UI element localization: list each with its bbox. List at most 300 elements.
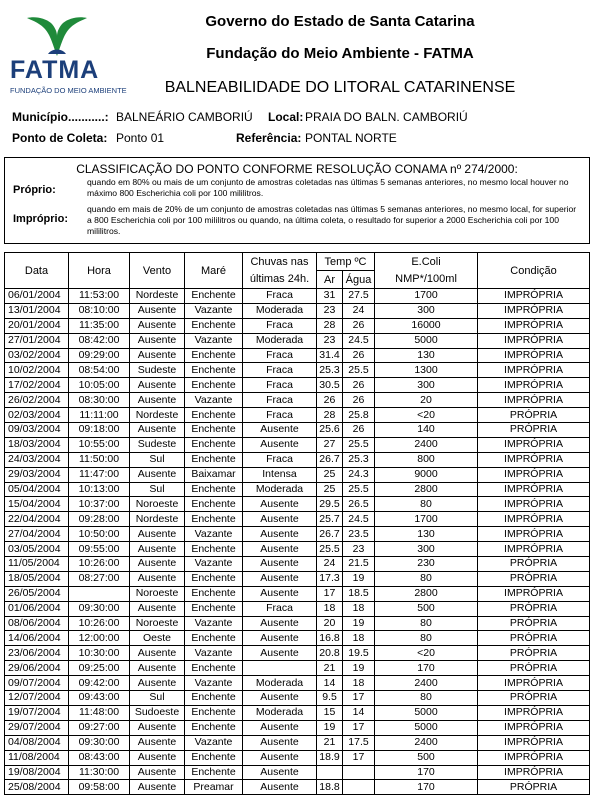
- wind-cell: Sudeste: [130, 363, 185, 378]
- table-row: [5, 646, 590, 661]
- time-cell: 11:11:00: [69, 408, 130, 423]
- air-temp-cell: 26.7: [317, 452, 343, 467]
- table-row: [5, 542, 590, 557]
- rain-cell: Fraca: [243, 289, 317, 304]
- table-row: [5, 378, 590, 393]
- water-temp-cell: 24: [343, 303, 375, 318]
- time-cell: 09:30:00: [69, 735, 130, 750]
- rain-cell: Ausente: [243, 631, 317, 646]
- table-row: [5, 393, 590, 408]
- air-temp-cell: 27: [317, 437, 343, 452]
- rain-cell: Ausente: [243, 616, 317, 631]
- tide-cell: Enchente: [185, 705, 243, 720]
- water-temp-cell: 25.5: [343, 482, 375, 497]
- wind-cell: Sul: [130, 691, 185, 706]
- water-temp-cell: 25.5: [343, 363, 375, 378]
- time-cell: 09:29:00: [69, 348, 130, 363]
- water-temp-cell: 26: [343, 378, 375, 393]
- date-cell: 18/03/2004: [5, 437, 69, 452]
- air-temp-cell: 24: [317, 557, 343, 572]
- date-cell: 18/05/2004: [5, 571, 69, 586]
- wind-cell: Ausente: [130, 467, 185, 482]
- wind-cell: Nordeste: [130, 512, 185, 527]
- rain-cell: Fraca: [243, 393, 317, 408]
- wind-cell: Sul: [130, 482, 185, 497]
- rain-cell: Ausente: [243, 497, 317, 512]
- date-cell: 01/06/2004: [5, 601, 69, 616]
- time-cell: 09:58:00: [69, 780, 130, 795]
- time-cell: 08:27:00: [69, 571, 130, 586]
- ecoli-cell: 80: [375, 631, 478, 646]
- tide-cell: Enchente: [185, 765, 243, 780]
- condition-cell: IMPRÓPRIA: [478, 467, 590, 482]
- time-cell: 08:42:00: [69, 333, 130, 348]
- date-cell: 29/07/2004: [5, 720, 69, 735]
- table-body: [5, 289, 590, 795]
- tide-cell: Enchente: [185, 452, 243, 467]
- foundation-title: Fundação do Meio Ambiente - FATMA: [206, 45, 474, 62]
- air-temp-cell: 17: [317, 586, 343, 601]
- date-cell: 27/01/2004: [5, 333, 69, 348]
- rain-cell: Ausente: [243, 765, 317, 780]
- table-row: [5, 616, 590, 631]
- ponto-label: Ponto de Coleta:: [12, 131, 108, 145]
- time-cell: 10:13:00: [69, 482, 130, 497]
- water-temp-cell: 24.5: [343, 512, 375, 527]
- table-row: [5, 333, 590, 348]
- time-cell: 10:26:00: [69, 557, 130, 572]
- condition-cell: IMPRÓPRIA: [478, 289, 590, 304]
- wind-cell: Ausente: [130, 423, 185, 438]
- tide-cell: Enchente: [185, 586, 243, 601]
- rain-cell: Moderada: [243, 676, 317, 691]
- date-cell: 23/06/2004: [5, 646, 69, 661]
- tail-icon: [26, 8, 88, 58]
- date-cell: 09/03/2004: [5, 423, 69, 438]
- time-cell: 10:05:00: [69, 378, 130, 393]
- tide-cell: Enchente: [185, 482, 243, 497]
- condition-cell: PRÓPRIA: [478, 557, 590, 572]
- condition-cell: PRÓPRIA: [478, 423, 590, 438]
- tide-cell: Vazante: [185, 676, 243, 691]
- air-temp-cell: 21: [317, 735, 343, 750]
- table-row: [5, 780, 590, 795]
- date-cell: 26/02/2004: [5, 393, 69, 408]
- water-temp-cell: 14: [343, 705, 375, 720]
- improprio-text: quando em mais de 20% de um conjunto de amostras coletadas nas últimas 5 semanas anteriores, no mesmo local, for superior a 800 Escherichia coli por 100 mililitros ou quando, na última coleta, o resultado for superior a 2000 Escherichia coli por 100 mililitros.: [87, 204, 577, 236]
- ecoli-cell: 1700: [375, 289, 478, 304]
- time-cell: 10:55:00: [69, 437, 130, 452]
- condition-cell: IMPRÓPRIA: [478, 512, 590, 527]
- condition-cell: PRÓPRIA: [478, 601, 590, 616]
- table-row: [5, 586, 590, 601]
- water-temp-cell: 27.5: [343, 289, 375, 304]
- water-temp-cell: 19: [343, 661, 375, 676]
- rain-cell: Ausente: [243, 691, 317, 706]
- date-cell: 15/04/2004: [5, 497, 69, 512]
- classification-box: [4, 157, 590, 244]
- time-cell: 11:50:00: [69, 452, 130, 467]
- date-cell: 22/04/2004: [5, 512, 69, 527]
- condition-cell: IMPRÓPRIA: [478, 497, 590, 512]
- classification-title: CLASSIFICAÇÃO DO PONTO CONFORME RESOLUÇÃO CONAMA nº 274/2000:: [76, 162, 518, 176]
- air-temp-cell: 16.8: [317, 631, 343, 646]
- date-cell: 04/08/2004: [5, 735, 69, 750]
- water-temp-cell: [343, 765, 375, 780]
- wind-cell: Ausente: [130, 571, 185, 586]
- ecoli-cell: 130: [375, 527, 478, 542]
- wind-cell: Ausente: [130, 676, 185, 691]
- date-cell: 24/03/2004: [5, 452, 69, 467]
- rain-cell: Fraca: [243, 408, 317, 423]
- tide-cell: Enchente: [185, 601, 243, 616]
- time-cell: 09:18:00: [69, 423, 130, 438]
- table-row: [5, 512, 590, 527]
- date-cell: 10/02/2004: [5, 363, 69, 378]
- tide-cell: Baixamar: [185, 467, 243, 482]
- table-row: [5, 705, 590, 720]
- air-temp-cell: 31.4: [317, 348, 343, 363]
- header-data: Data: [5, 253, 69, 289]
- condition-cell: PRÓPRIA: [478, 691, 590, 706]
- wind-cell: Ausente: [130, 720, 185, 735]
- proprio-label: Próprio:: [13, 184, 56, 196]
- tide-cell: Preamar: [185, 780, 243, 795]
- ecoli-cell: 5000: [375, 720, 478, 735]
- wind-cell: Ausente: [130, 646, 185, 661]
- water-temp-cell: 18.5: [343, 586, 375, 601]
- time-cell: 11:48:00: [69, 705, 130, 720]
- table-row: [5, 557, 590, 572]
- balneability-table: [4, 252, 590, 795]
- time-cell: 12:00:00: [69, 631, 130, 646]
- wind-cell: Nordeste: [130, 289, 185, 304]
- table-row: [5, 601, 590, 616]
- air-temp-cell: 25.7: [317, 512, 343, 527]
- date-cell: 29/06/2004: [5, 661, 69, 676]
- time-cell: 10:50:00: [69, 527, 130, 542]
- table-row: [5, 437, 590, 452]
- header-ecoli-2: NMP*/100ml: [375, 271, 478, 289]
- municipio-label: Município...........:: [12, 110, 109, 124]
- ecoli-cell: 140: [375, 423, 478, 438]
- ecoli-cell: 170: [375, 661, 478, 676]
- date-cell: 05/04/2004: [5, 482, 69, 497]
- date-cell: 09/07/2004: [5, 676, 69, 691]
- table-row: [5, 571, 590, 586]
- wind-cell: Ausente: [130, 735, 185, 750]
- ecoli-cell: 230: [375, 557, 478, 572]
- table-row: [5, 691, 590, 706]
- wind-cell: Ausente: [130, 765, 185, 780]
- rain-cell: Fraca: [243, 363, 317, 378]
- table-row: [5, 720, 590, 735]
- ecoli-cell: 2400: [375, 735, 478, 750]
- date-cell: 25/08/2004: [5, 780, 69, 795]
- rain-cell: Ausente: [243, 527, 317, 542]
- local-value: PRAIA DO BALN. CAMBORIÚ: [305, 110, 468, 124]
- rain-cell: Intensa: [243, 467, 317, 482]
- time-cell: 11:30:00: [69, 765, 130, 780]
- ecoli-cell: 1300: [375, 363, 478, 378]
- time-cell: 10:30:00: [69, 646, 130, 661]
- ecoli-cell: 2400: [375, 437, 478, 452]
- rain-cell: Ausente: [243, 720, 317, 735]
- wind-cell: Ausente: [130, 333, 185, 348]
- rain-cell: Ausente: [243, 437, 317, 452]
- table-row: [5, 289, 590, 304]
- air-temp-cell: 25: [317, 467, 343, 482]
- tide-cell: Enchente: [185, 691, 243, 706]
- header-hora: Hora: [69, 253, 130, 289]
- rain-cell: Ausente: [243, 512, 317, 527]
- wind-cell: Sudeste: [130, 437, 185, 452]
- proprio-text: quando em 80% ou mais de um conjunto de amostras coletadas nas últimas 5 semanas anteriores, no mesmo local houver no máximo 800 Escherichia coli por 100 mililitros.: [87, 177, 569, 198]
- ecoli-cell: 5000: [375, 333, 478, 348]
- condition-cell: PRÓPRIA: [478, 616, 590, 631]
- condition-cell: IMPRÓPRIA: [478, 482, 590, 497]
- time-cell: 11:35:00: [69, 318, 130, 333]
- wind-cell: Ausente: [130, 661, 185, 676]
- rain-cell: Fraca: [243, 318, 317, 333]
- air-temp-cell: 30.5: [317, 378, 343, 393]
- wind-cell: Ausente: [130, 527, 185, 542]
- ecoli-cell: 500: [375, 601, 478, 616]
- air-temp-cell: 18.9: [317, 750, 343, 765]
- time-cell: 08:43:00: [69, 750, 130, 765]
- rain-cell: Fraca: [243, 452, 317, 467]
- condition-cell: IMPRÓPRIA: [478, 333, 590, 348]
- condition-cell: IMPRÓPRIA: [478, 527, 590, 542]
- ecoli-cell: 300: [375, 378, 478, 393]
- ecoli-cell: 300: [375, 303, 478, 318]
- tide-cell: Enchente: [185, 408, 243, 423]
- date-cell: 27/04/2004: [5, 527, 69, 542]
- wind-cell: Ausente: [130, 378, 185, 393]
- rain-cell: Moderada: [243, 303, 317, 318]
- water-temp-cell: 17.5: [343, 735, 375, 750]
- header-temp: Temp ºC: [317, 253, 375, 271]
- water-temp-cell: 18: [343, 676, 375, 691]
- ecoli-cell: 16000: [375, 318, 478, 333]
- ecoli-cell: 300: [375, 542, 478, 557]
- time-cell: 09:25:00: [69, 661, 130, 676]
- tide-cell: Enchente: [185, 318, 243, 333]
- tide-cell: Vazante: [185, 333, 243, 348]
- ecoli-cell: 20: [375, 393, 478, 408]
- header-condicao: Condição: [478, 253, 590, 289]
- air-temp-cell: 9.5: [317, 691, 343, 706]
- time-cell: 08:10:00: [69, 303, 130, 318]
- government-title: Governo do Estado de Santa Catarina: [205, 13, 475, 30]
- time-cell: 09:28:00: [69, 512, 130, 527]
- ecoli-cell: 9000: [375, 467, 478, 482]
- table-row: [5, 348, 590, 363]
- rain-cell: Moderada: [243, 482, 317, 497]
- condition-cell: PRÓPRIA: [478, 631, 590, 646]
- water-temp-cell: 24.3: [343, 467, 375, 482]
- air-temp-cell: 23: [317, 333, 343, 348]
- header-ar: Ar: [317, 271, 343, 289]
- time-cell: 09:42:00: [69, 676, 130, 691]
- wind-cell: Ausente: [130, 318, 185, 333]
- tide-cell: Enchente: [185, 571, 243, 586]
- water-temp-cell: 26: [343, 318, 375, 333]
- table-row: [5, 676, 590, 691]
- fatma-logo: [8, 8, 127, 95]
- table-row: [5, 318, 590, 333]
- referencia-value: PONTAL NORTE: [305, 131, 397, 145]
- air-temp-cell: 25.5: [317, 542, 343, 557]
- water-temp-cell: 17: [343, 691, 375, 706]
- table-row: [5, 750, 590, 765]
- wind-cell: Ausente: [130, 750, 185, 765]
- rain-cell: Ausente: [243, 735, 317, 750]
- water-temp-cell: [343, 780, 375, 795]
- condition-cell: PRÓPRIA: [478, 780, 590, 795]
- rain-cell: Fraca: [243, 348, 317, 363]
- water-temp-cell: 24.5: [343, 333, 375, 348]
- water-temp-cell: 19.5: [343, 646, 375, 661]
- rain-cell: [243, 661, 317, 676]
- ecoli-cell: 130: [375, 348, 478, 363]
- water-temp-cell: 17: [343, 720, 375, 735]
- ecoli-cell: 2800: [375, 482, 478, 497]
- improprio-label: Impróprio:: [13, 213, 68, 225]
- condition-cell: IMPRÓPRIA: [478, 750, 590, 765]
- condition-cell: IMPRÓPRIA: [478, 303, 590, 318]
- table-row: [5, 735, 590, 750]
- ponto-value: Ponto 01: [116, 131, 165, 145]
- water-temp-cell: 25.3: [343, 452, 375, 467]
- rain-cell: Ausente: [243, 646, 317, 661]
- wind-cell: Ausente: [130, 780, 185, 795]
- ecoli-cell: <20: [375, 646, 478, 661]
- wind-cell: Ausente: [130, 557, 185, 572]
- ecoli-cell: 2400: [375, 676, 478, 691]
- local-label: Local:: [268, 110, 304, 124]
- table-row: [5, 452, 590, 467]
- condition-cell: IMPRÓPRIA: [478, 542, 590, 557]
- header-vento: Vento: [130, 253, 185, 289]
- logo-subtext: FUNDAÇÃO DO MEIO AMBIENTE: [10, 86, 127, 95]
- condition-cell: IMPRÓPRIA: [478, 586, 590, 601]
- water-temp-cell: 23.5: [343, 527, 375, 542]
- tide-cell: Vazante: [185, 616, 243, 631]
- time-cell: 11:47:00: [69, 467, 130, 482]
- table-row: [5, 631, 590, 646]
- condition-cell: IMPRÓPRIA: [478, 452, 590, 467]
- air-temp-cell: 26: [317, 393, 343, 408]
- date-cell: 13/01/2004: [5, 303, 69, 318]
- ecoli-cell: 170: [375, 780, 478, 795]
- municipio-value: BALNEÁRIO CAMBORIÚ: [116, 110, 253, 124]
- wind-cell: Ausente: [130, 393, 185, 408]
- tide-cell: Enchente: [185, 348, 243, 363]
- condition-cell: IMPRÓPRIA: [478, 393, 590, 408]
- header-mare: Maré: [185, 253, 243, 289]
- air-temp-cell: 25.3: [317, 363, 343, 378]
- tide-cell: Enchente: [185, 661, 243, 676]
- date-cell: 12/07/2004: [5, 691, 69, 706]
- water-temp-cell: 26: [343, 348, 375, 363]
- air-temp-cell: 23: [317, 303, 343, 318]
- header-agua: Água: [343, 271, 375, 289]
- wind-cell: Noroeste: [130, 616, 185, 631]
- condition-cell: IMPRÓPRIA: [478, 378, 590, 393]
- ecoli-cell: 80: [375, 616, 478, 631]
- ecoli-cell: 80: [375, 571, 478, 586]
- date-cell: 11/08/2004: [5, 750, 69, 765]
- ecoli-cell: 800: [375, 452, 478, 467]
- date-cell: 08/06/2004: [5, 616, 69, 631]
- date-cell: 19/07/2004: [5, 705, 69, 720]
- tide-cell: Enchente: [185, 512, 243, 527]
- condition-cell: PRÓPRIA: [478, 661, 590, 676]
- condition-cell: IMPRÓPRIA: [478, 363, 590, 378]
- table-header-row: [5, 253, 590, 271]
- water-temp-cell: 25.8: [343, 408, 375, 423]
- ecoli-cell: 170: [375, 765, 478, 780]
- condition-cell: IMPRÓPRIA: [478, 735, 590, 750]
- air-temp-cell: 20.8: [317, 646, 343, 661]
- rain-cell: Ausente: [243, 750, 317, 765]
- ecoli-cell: <20: [375, 408, 478, 423]
- condition-cell: IMPRÓPRIA: [478, 676, 590, 691]
- rain-cell: Fraca: [243, 378, 317, 393]
- condition-cell: IMPRÓPRIA: [478, 720, 590, 735]
- time-cell: 11:53:00: [69, 289, 130, 304]
- wind-cell: Sudoeste: [130, 705, 185, 720]
- tide-cell: Vazante: [185, 393, 243, 408]
- tide-cell: Vazante: [185, 557, 243, 572]
- air-temp-cell: 14: [317, 676, 343, 691]
- tide-cell: Enchente: [185, 542, 243, 557]
- water-temp-cell: 26: [343, 423, 375, 438]
- date-cell: 14/06/2004: [5, 631, 69, 646]
- date-cell: 29/03/2004: [5, 467, 69, 482]
- air-temp-cell: 21: [317, 661, 343, 676]
- time-cell: 09:30:00: [69, 601, 130, 616]
- ecoli-cell: 1700: [375, 512, 478, 527]
- date-cell: 11/05/2004: [5, 557, 69, 572]
- rain-cell: Fraca: [243, 601, 317, 616]
- wind-cell: Sul: [130, 452, 185, 467]
- time-cell: 08:30:00: [69, 393, 130, 408]
- date-cell: 06/01/2004: [5, 289, 69, 304]
- tide-cell: Vazante: [185, 735, 243, 750]
- table-row: [5, 303, 590, 318]
- time-cell: 09:55:00: [69, 542, 130, 557]
- table-row: [5, 423, 590, 438]
- date-cell: 17/02/2004: [5, 378, 69, 393]
- tide-cell: Enchente: [185, 289, 243, 304]
- wind-cell: Ausente: [130, 542, 185, 557]
- water-temp-cell: 21.5: [343, 557, 375, 572]
- tide-cell: Vazante: [185, 527, 243, 542]
- air-temp-cell: 25: [317, 482, 343, 497]
- tide-cell: Enchente: [185, 437, 243, 452]
- page-title: BALNEABILIDADE DO LITORAL CATARINENSE: [164, 79, 516, 96]
- wind-cell: Noroeste: [130, 497, 185, 512]
- air-temp-cell: 28: [317, 318, 343, 333]
- time-cell: 10:37:00: [69, 497, 130, 512]
- table-row: [5, 765, 590, 780]
- water-temp-cell: 19: [343, 571, 375, 586]
- date-cell: 19/08/2004: [5, 765, 69, 780]
- air-temp-cell: 15: [317, 705, 343, 720]
- rain-cell: Ausente: [243, 542, 317, 557]
